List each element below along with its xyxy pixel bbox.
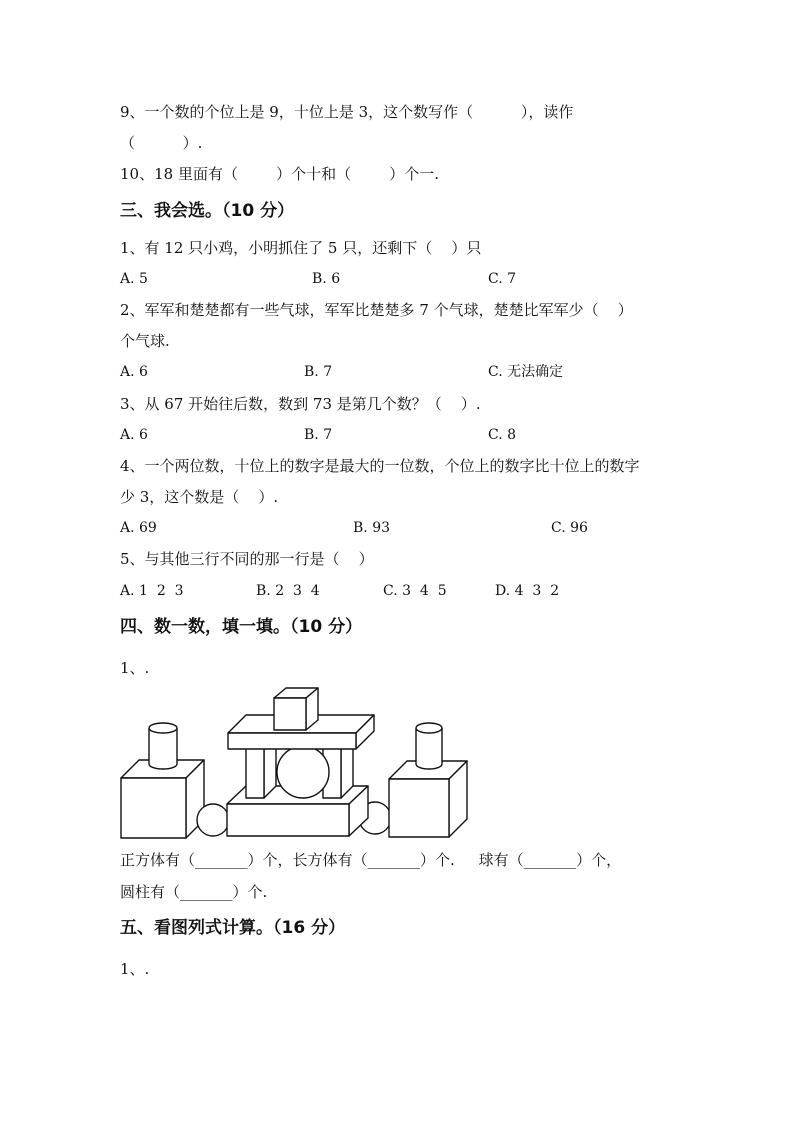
q10-line: 10、18 里面有（ ）个十和（ ）个一. bbox=[120, 165, 440, 183]
option-a: A. 6 bbox=[120, 364, 148, 380]
option-a: A. 69 bbox=[120, 520, 157, 536]
q9-line2: （ ）. bbox=[120, 134, 203, 152]
s3-q2-line2: 个气球. bbox=[120, 332, 170, 350]
s4-fill-line2: 圆柱有（_______）个. bbox=[120, 883, 268, 901]
left-cylinder bbox=[149, 723, 177, 769]
s3-q5-line: 5、与其他三行不同的那一行是（ ） bbox=[120, 550, 374, 568]
section4-title: 四、数一数，填一填。（10 分） bbox=[120, 617, 363, 637]
right-cylinder bbox=[416, 723, 442, 769]
option-c: C. 8 bbox=[488, 427, 517, 443]
s3-q5-options bbox=[120, 581, 720, 601]
s3-q1-options bbox=[120, 269, 720, 289]
section3-title: 三、我会选。（10 分） bbox=[120, 201, 295, 221]
s3-q3-line: 3、从 67 开始往后数，数到 73 是第几个数？（ ）. bbox=[120, 395, 481, 413]
geometric-solids-figure bbox=[118, 686, 478, 842]
option-c: C. 无法确定 bbox=[488, 364, 564, 380]
s3-q4-options bbox=[120, 518, 720, 538]
s3-q2-line1: 2、军军和楚楚都有一些气球，军军比楚楚多 7 个气球，楚楚比军军少（ ） bbox=[120, 301, 633, 319]
option-a: A. 6 bbox=[120, 427, 148, 443]
option-b: B. 7 bbox=[304, 427, 333, 443]
section5-title: 五、看图列式计算。（16 分） bbox=[120, 918, 346, 938]
s4-fill-line1: 正方体有（_______）个，长方体有（_______）个. 球有（_______）个， bbox=[120, 851, 622, 869]
option-d: D. 4 3 2 bbox=[495, 583, 560, 599]
s3-q3-options bbox=[120, 425, 720, 445]
option-c: C. 7 bbox=[488, 271, 517, 287]
s3-q4-line1: 4、一个两位数，十位上的数字是最大的一位数，个位上的数字比十位上的数字 bbox=[120, 457, 640, 475]
right-cube bbox=[389, 761, 467, 837]
s4-q1-label: 1、. bbox=[120, 659, 150, 677]
option-b: B. 6 bbox=[312, 271, 341, 287]
left-cube bbox=[121, 760, 204, 838]
center-sphere bbox=[277, 746, 329, 798]
option-a: A. 1 2 3 bbox=[120, 583, 184, 599]
left-small-sphere bbox=[197, 804, 229, 836]
top-cube bbox=[274, 688, 318, 730]
option-c: C. 3 4 5 bbox=[383, 583, 447, 599]
option-a: A. 5 bbox=[120, 271, 148, 287]
s5-q1-label: 1、. bbox=[120, 960, 150, 978]
s3-q1-line: 1、有 12 只小鸡，小明抓住了 5 只，还剩下（ ）只 bbox=[120, 239, 482, 257]
s3-q2-options bbox=[120, 362, 720, 382]
s3-q4-line2: 少 3，这个数是（ ）. bbox=[120, 488, 279, 506]
option-b: B. 93 bbox=[353, 520, 391, 536]
option-b: B. 7 bbox=[304, 364, 333, 380]
option-b: B. 2 3 4 bbox=[256, 583, 320, 599]
option-c: C. 96 bbox=[551, 520, 588, 536]
q9-line1: 9、一个数的个位上是 9，十位上是 3，这个数写作（ ），读作 bbox=[120, 103, 574, 121]
